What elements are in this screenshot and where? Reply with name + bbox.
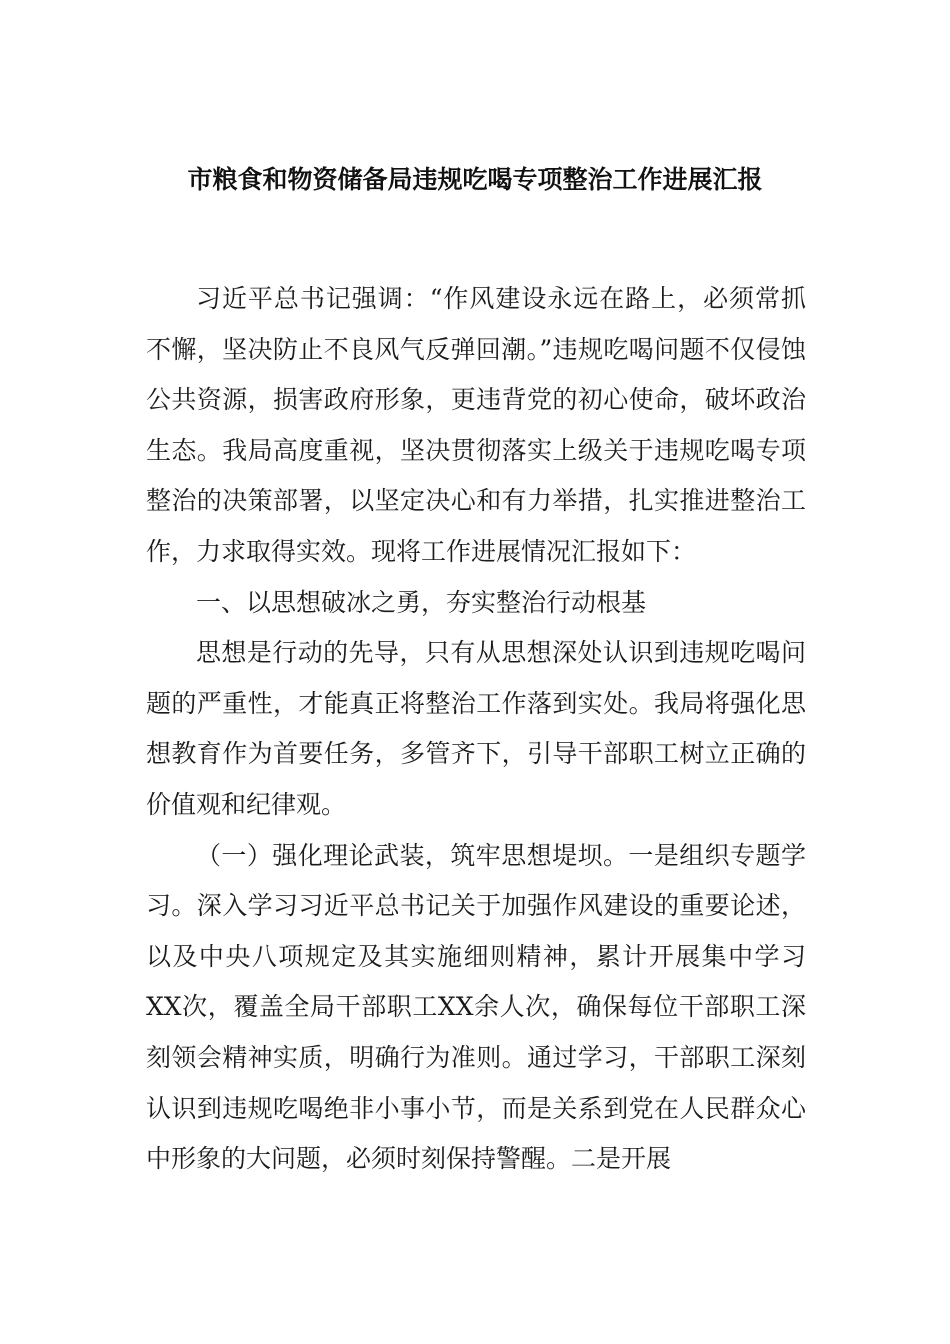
document-body (146, 274, 806, 1185)
section-heading-1: 一、以思想破冰之勇，夯实整治行动根基 (196, 587, 647, 617)
subsection-1-paragraph: （一）强化理论武装，筑牢思想堤坝。一是组织专题学习。深入学习习近平总书记关于加强作风建设的重要论述，以及中央八项规定及其实施细则精神，累计开展集中学习XX次，覆盖全局干部职工XX余人次，确保每位干部职工深刻领会精神实质，明确行为准则。通过学习，干部职工深刻认识到违规吃喝绝非小事小节，而是关系到党在人民群众心中形象的大问题，必须时刻保持警醒。二是开展 (146, 840, 806, 1174)
section-1-paragraph: 思想是行动的先导，只有从思想深处认识到违规吃喝问题的严重性，才能真正将整治工作落到实处。我局将强化思想教育作为首要任务，多管齐下，引导干部职工树立正确的价值观和纪律观。 (146, 638, 806, 819)
intro-paragraph: 习近平总书记强调：“作风建设永远在路上，必须常抓不懈，坚决防止不良风气反弹回潮。”违规吃喝问题不仅侵蚀公共资源，损害政府形象，更违背党的初心使命，破坏政治生态。我局高度重视，坚决贯彻落实上级关于违规吃喝专项整治的决策部署，以坚定决心和有力举措，扎实推进整治工作，力求取得实效。现将工作进展情况汇报如下： (146, 284, 806, 566)
document-title: 市粮食和物资储备局违规吃喝专项整治工作进展汇报 (187, 165, 763, 194)
